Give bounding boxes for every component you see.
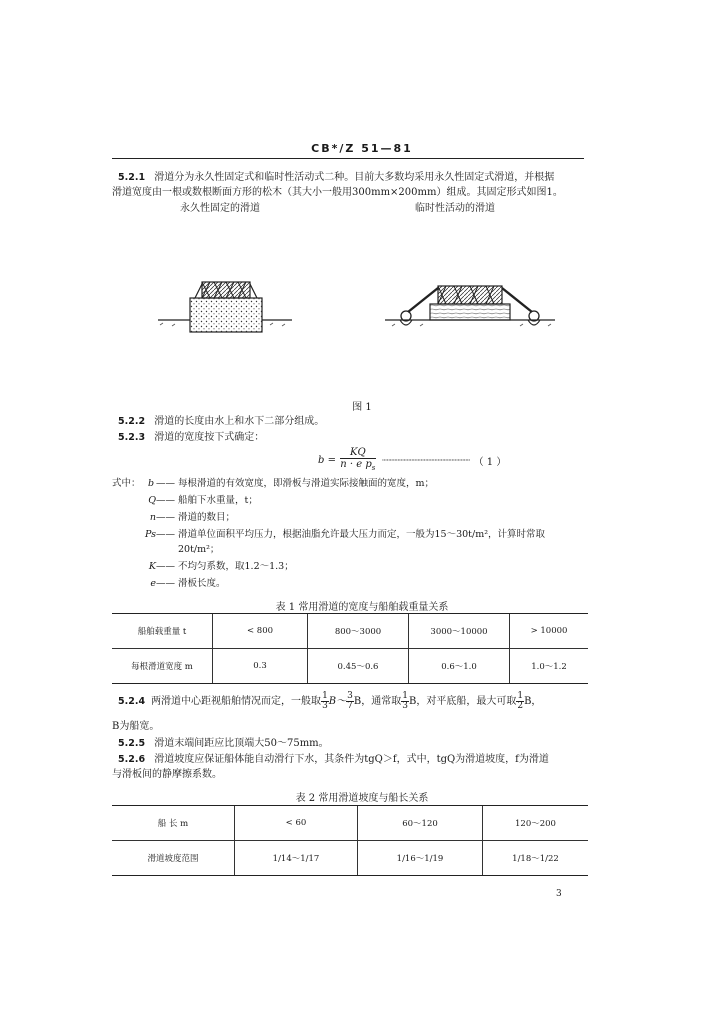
section-5-2-2 bbox=[118, 414, 324, 429]
formula-denominator: n · e p bbox=[340, 459, 372, 470]
formula-numerator: KQ bbox=[340, 447, 376, 459]
paragraph-line: 滑道坡度应保证船体能自动滑行下水，其条件为tgQ＞f，式中，tgQ为滑道坡度，f为滑道 bbox=[154, 754, 549, 765]
table2 bbox=[112, 806, 588, 875]
table2-bottom-rule bbox=[112, 875, 588, 876]
formula-denominator-subscript: s bbox=[371, 464, 376, 472]
header-rule bbox=[112, 158, 584, 159]
figure-label-temporary: 临时性活动的滑道 bbox=[415, 203, 495, 214]
section-5-2-4-line2: B为船宽。 bbox=[112, 721, 160, 732]
list-item: 式中： b —— 每根滑道的有效宽度，即滑板与滑道实际接触面的宽度，m； bbox=[112, 478, 435, 489]
figure-caption: 图 1 bbox=[352, 402, 372, 413]
paragraph-text: 滑道的宽度按下式确定： bbox=[154, 432, 265, 443]
formula-fraction bbox=[340, 447, 376, 474]
section-5-2-1-line2: 滑道宽度由一根或数根断面方形的松木（其大小一般用300mm×200mm）组成。其固定形式如图1。 bbox=[112, 187, 563, 198]
standard-code-header: CB*/Z 51—81 bbox=[311, 142, 413, 155]
fraction: $\frac{1}{3}$ bbox=[402, 691, 408, 711]
formula-lhs: b = bbox=[318, 455, 336, 466]
section-5-2-6 bbox=[118, 752, 549, 767]
section-5-2-6-line2: 与滑板间的静摩擦系数。 bbox=[112, 769, 222, 780]
table1-bottom-rule bbox=[112, 683, 588, 684]
list-item: K —— 不均匀系数，取1.2～1.3； bbox=[148, 561, 294, 572]
table2-caption: 表 2 常用滑道坡度与船长关系 bbox=[295, 793, 429, 804]
fraction: $\frac{1}{3}$ bbox=[322, 691, 328, 711]
section-5-2-3 bbox=[118, 430, 264, 445]
section-number: 5.2.1 bbox=[118, 172, 146, 183]
figure-label-permanent: 永久性固定的滑道 bbox=[180, 203, 260, 214]
temporary-slipway-drawing bbox=[380, 268, 560, 340]
table-row: 船 长 m < 60 60～120 120～200 bbox=[112, 806, 588, 841]
variable-list bbox=[112, 477, 588, 591]
section-number: 5.2.4 bbox=[118, 696, 146, 707]
section-number: 5.2.3 bbox=[118, 432, 146, 443]
formula-leader-dots: ························································· bbox=[381, 456, 470, 465]
paragraph-text: 滑道末端间距应比顶端大50～75mm。 bbox=[154, 738, 329, 749]
section-5-2-5 bbox=[118, 736, 329, 751]
table-row: 船舶载重量 t < 800 800～3000 3000～10000 > 10000 bbox=[112, 614, 588, 649]
section-5-2-1 bbox=[118, 170, 588, 185]
paragraph-line: 滑道分为永久性固定式和临时性活动式二种。目前大多数均采用永久性固定式滑道，并根据 bbox=[154, 172, 555, 183]
list-item: e —— 滑板长度。 bbox=[150, 578, 226, 589]
section-5-2-4: 5.2.4 两滑道中心距视船舶情况而定，一般取 $\frac{1}{3}$ B～ $\frac{3}{7}$ B，通常取 $\frac{1}{3}$ B，对平底船，最大可取 $\frac{1}{2}$ B， bbox=[118, 691, 542, 711]
page-number: 3 bbox=[556, 889, 562, 899]
list-item: Q —— 船舶下水重量，t； bbox=[148, 495, 258, 506]
table-row: 每根滑道宽度 m 0.3 0.45～0.6 0.6～1.0 1.0～1.2 bbox=[112, 649, 588, 684]
formula-width bbox=[318, 447, 506, 474]
formula-denominator-wrap bbox=[340, 459, 376, 474]
fraction: $\frac{3}{7}$ bbox=[347, 691, 353, 711]
fraction: $\frac{1}{2}$ bbox=[517, 691, 524, 711]
paragraph-text: 滑道的长度由水上和水下二部分组成。 bbox=[154, 416, 325, 427]
table-row: 滑道坡度范围 1/14～1/17 1/16～1/19 1/18～1/22 bbox=[112, 841, 588, 876]
table1 bbox=[112, 614, 588, 683]
table1-caption: 表 1 常用滑道的宽度与船舶载重量关系 bbox=[275, 602, 449, 613]
section-number: 5.2.6 bbox=[118, 754, 146, 765]
section-number: 5.2.2 bbox=[118, 416, 146, 427]
list-item: 20t/m²； bbox=[178, 544, 220, 555]
list-item: Ps —— 滑道单位面积平均压力，根据油脂允许最大压力而定，一般为15～30t/m²，计算时常取 bbox=[144, 529, 546, 540]
permanent-slipway-drawing bbox=[150, 270, 300, 340]
section-number: 5.2.5 bbox=[118, 738, 146, 749]
formula-equation-number: （ 1 ） bbox=[473, 457, 507, 468]
list-item: n —— 滑道的数目； bbox=[149, 512, 236, 523]
